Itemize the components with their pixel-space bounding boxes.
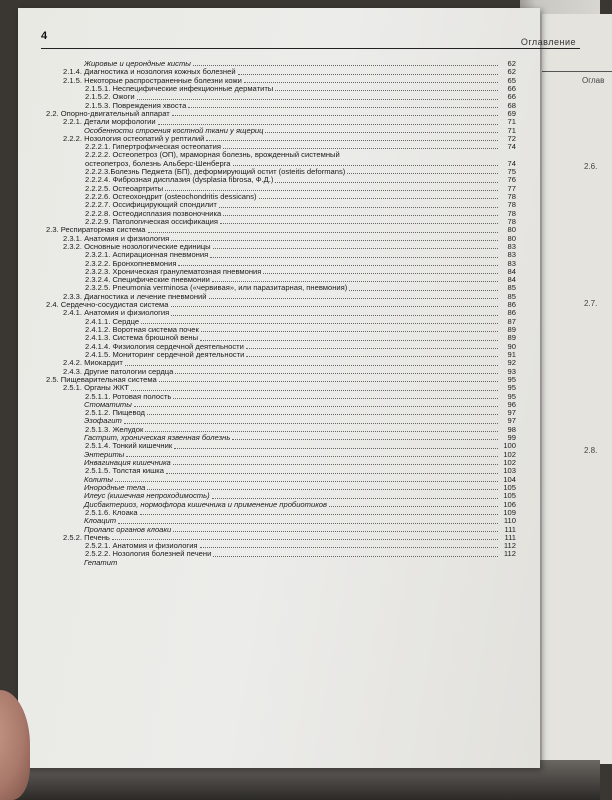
dot-leader	[147, 484, 498, 490]
dot-leader	[347, 168, 498, 174]
toc-entry-title: 2.5.2. Печень	[63, 532, 110, 542]
toc-entry-page: 97	[507, 408, 516, 418]
dot-leader	[134, 401, 498, 407]
toc-entry-page: 71	[507, 125, 516, 135]
dot-leader	[275, 176, 498, 182]
dot-leader	[265, 127, 498, 133]
toc-entry-title: Колиты	[84, 474, 113, 484]
toc-entry-title: 2.4.2. Миокардит	[63, 358, 123, 368]
toc-entry-page: 77	[507, 183, 516, 193]
dot-leader	[158, 118, 498, 124]
toc-entry-page: 86	[507, 300, 516, 310]
toc-entry-title: 2.4.1.3. Система брюшной вены	[85, 333, 199, 343]
dot-leader	[125, 359, 498, 365]
toc-entry-page: 102	[503, 458, 516, 467]
toc-entry-title: 2.2.1. Детали морфологии	[63, 117, 156, 127]
header-rule	[41, 48, 580, 49]
toc-entry-page: 66	[507, 92, 516, 102]
toc-entry-page: 105	[503, 491, 516, 501]
toc-entry-title: Стоматиты	[84, 399, 132, 409]
dot-leader	[141, 318, 498, 324]
toc-entry-page: 89	[507, 333, 516, 343]
toc-entry-page: 95	[507, 391, 516, 401]
toc-entry-title: 2.5.2.1. Анатомия и физиология	[85, 541, 198, 551]
dot-leader	[171, 235, 498, 241]
dot-leader	[115, 476, 498, 482]
toc-entry-title: 2.4.1.1. Сердце	[85, 316, 140, 326]
toc-entry-page: 85	[507, 283, 516, 293]
toc-entry-page: 102	[503, 449, 516, 459]
toc-entry-page: 93	[507, 366, 516, 376]
toc-entry-title: 2.5.1.4. Тонкий кишечник	[85, 441, 173, 451]
dot-leader	[118, 517, 498, 523]
adjacent-page-number: 2.6.	[584, 162, 598, 171]
toc-entry-page: 109	[503, 507, 516, 517]
toc-entry-title: 2.3.2.2. Бронхопневмония	[85, 258, 177, 268]
toc-entry-page: 83	[507, 258, 516, 268]
toc-entry-page: 111	[504, 532, 516, 542]
toc-entry-page: 78	[507, 216, 516, 226]
toc-entry-page: 91	[507, 349, 516, 359]
dot-leader	[173, 459, 498, 465]
toc-entry-page: 62	[507, 59, 516, 68]
dot-leader	[220, 218, 498, 224]
toc-entry	[46, 467, 516, 475]
dot-leader	[233, 160, 498, 166]
dot-leader	[131, 384, 498, 390]
dot-leader	[246, 351, 498, 357]
toc-entry-title: Илеус (кишечная непроходимость)	[84, 491, 210, 501]
toc-entry-page: 90	[507, 341, 516, 351]
toc-entry-page: 78	[507, 208, 516, 218]
toc-entry-title: 2.2.2.3.Болезнь Педжета (БП), деформирующий остит (osteitis deformans)	[85, 167, 346, 177]
dot-leader	[223, 143, 498, 149]
toc-entry-page: 75	[507, 167, 516, 177]
dot-leader	[209, 293, 498, 299]
toc-entry	[46, 509, 516, 517]
toc-entry-title: Эзофагит	[84, 416, 122, 426]
toc-entry-title: 2.3.2.4. Специфические пневмонии	[85, 275, 210, 285]
toc-entry-page: 111	[504, 524, 516, 534]
running-header-title: Оглавление	[520, 37, 576, 47]
toc-entry-page: 106	[503, 499, 516, 509]
dot-leader	[210, 251, 498, 257]
dot-leader	[219, 201, 498, 207]
dot-leader	[188, 102, 498, 108]
dot-leader	[232, 434, 498, 440]
toc-entry-title: 2.3.2.5. Pneumonia verminosa («червивая», или паразитарная, пневмония)	[85, 283, 348, 293]
dot-leader	[213, 550, 498, 556]
toc-entry-page: 74	[507, 158, 516, 168]
toc-entry-title: 2.2.2.1. Гипертрофическая остеопатия	[85, 142, 221, 152]
dot-leader	[148, 226, 498, 232]
toc-entry-title: Инвагинация кишечника	[84, 458, 171, 467]
toc-entry-page: 112	[503, 541, 516, 551]
toc-entry-page: 103	[503, 466, 516, 476]
toc-entry-page: 66	[507, 83, 516, 93]
toc-entry-page: 100	[503, 441, 516, 451]
toc-entry-page: 71	[507, 117, 516, 127]
dot-leader	[213, 243, 498, 249]
toc-entry-title: 2.3.2.3. Хроническая гранулематозная пневмония	[85, 266, 262, 276]
toc-entry-title: 2.4.1.2. Воротная система почек	[85, 325, 199, 334]
table-of-contents	[46, 60, 516, 567]
toc-entry-title: Особенности строения костной ткани у ящериц	[84, 125, 264, 135]
toc-entry-title: Энтериты	[84, 449, 125, 459]
toc-entry-title: 2.4. Сердечно-сосудистая система	[46, 300, 169, 310]
dot-leader	[178, 260, 498, 266]
toc-entry-page: 80	[507, 233, 516, 243]
dot-leader	[329, 501, 498, 507]
dot-leader	[206, 135, 498, 141]
toc-entry-title: 2.5.2.2. Нозология болезней печени	[85, 549, 212, 559]
toc-entry-page: 74	[507, 142, 516, 152]
toc-entry	[46, 559, 516, 567]
toc-entry-title: 2.2.2. Нозология остеопатий у рептилий	[63, 133, 205, 143]
dot-leader	[173, 393, 498, 399]
toc-entry-page: 84	[507, 266, 516, 276]
toc-entry-page: 99	[507, 433, 516, 443]
dot-leader	[174, 442, 498, 448]
adjacent-page-number: 2.8.	[584, 446, 598, 455]
toc-entry-title: 2.5.1.2. Пищевод	[85, 408, 145, 418]
toc-entry-page: 105	[503, 482, 516, 492]
dot-leader	[145, 426, 498, 432]
toc-entry-title: 2.5.1.5. Толстая кишка	[85, 466, 164, 476]
toc-entry-title: 2.1.5.1. Неспецифические инфекционные дерматиты	[85, 83, 274, 93]
adjacent-page-number: 2.7.	[584, 299, 598, 308]
dot-leader	[140, 509, 498, 515]
dot-leader	[147, 409, 498, 415]
toc-entry-page: 62	[507, 67, 516, 77]
toc-entry-page: 98	[507, 424, 516, 434]
toc-entry-title: 2.1.4. Диагностика и нозология кожных болезней	[63, 67, 236, 77]
dot-leader	[212, 492, 498, 498]
toc-entry-page: 68	[507, 100, 516, 110]
dot-leader	[200, 334, 498, 340]
toc-entry-title: Жировые и церондные кисты	[84, 59, 191, 68]
dot-leader	[244, 77, 498, 83]
toc-entry-title: 2.4.3. Другие патологии сердца	[63, 366, 174, 376]
toc-entry-page: 69	[507, 108, 516, 118]
toc-entry-title: 2.4.1.4. Физиология сердечной деятельности	[85, 341, 244, 351]
toc-entry-page: 86	[507, 308, 516, 318]
toc-entry-page: 84	[507, 275, 516, 285]
toc-entry-title: 2.2.2.8. Остеодисплазия позвоночника	[85, 208, 222, 218]
toc-entry-title: 2.1.5.2. Ожоги	[85, 92, 135, 102]
toc-entry-page: 72	[507, 133, 516, 143]
toc-entry-title: 2.5.1.1. Ротовая полость	[85, 391, 172, 401]
dot-leader	[165, 185, 498, 191]
toc-entry-page: 85	[507, 291, 516, 301]
dot-leader	[193, 60, 498, 66]
adjacent-page-rule	[542, 71, 612, 72]
toc-entry-title: 2.2.2.2. Остеопетроз (ОП), мраморная болезнь, врожденный системный	[85, 150, 340, 160]
toc-entry-title: 2.3.3. Диагностика и лечение пневмоний	[63, 291, 207, 301]
toc-entry-page: 83	[507, 250, 516, 260]
dot-leader	[137, 93, 498, 99]
toc-entry-page: 80	[507, 225, 516, 235]
toc-entry-page: 112	[503, 549, 516, 559]
dot-leader	[246, 343, 498, 349]
dot-leader	[223, 210, 498, 216]
dot-leader	[263, 268, 498, 274]
toc-entry-page: 92	[507, 358, 516, 368]
toc-entry	[46, 526, 516, 534]
dot-leader	[349, 284, 498, 290]
toc-entry-page: 96	[507, 399, 516, 409]
toc-entry-title: Гастрит, хроническая язвенная болезнь	[84, 433, 231, 443]
toc-entry-page: 78	[507, 200, 516, 210]
dot-leader	[238, 68, 498, 74]
dot-leader	[124, 417, 498, 423]
toc-entry-title: 2.3. Респираторная система	[46, 225, 146, 235]
toc-entry-title: 2.2. Опорно-двигательный аппарат	[46, 108, 170, 118]
toc-entry-page: 95	[507, 383, 516, 393]
dot-leader	[171, 301, 499, 307]
toc-entry-title: 2.2.2.7. Оссифицирующий спондилит	[85, 200, 217, 210]
dot-leader	[175, 368, 498, 374]
toc-entry-title: 2.1.5.3. Повреждения хвоста	[85, 100, 187, 110]
toc-entry-page: 104	[503, 474, 516, 484]
toc-entry-title: 2.5.1. Органы ЖКТ	[63, 383, 129, 393]
toc-entry-title: 2.3.2. Основные нозологические единицы	[63, 241, 211, 251]
toc-entry-title: 2.4.1. Анатомия и физиология	[63, 308, 170, 318]
toc-entry-page: 95	[507, 374, 516, 384]
toc-entry-page: 97	[507, 416, 516, 426]
dot-leader	[112, 534, 498, 540]
toc-entry-page: 65	[507, 75, 516, 85]
toc-entry-title: 2.2.2.9. Патологическая оссификация	[85, 216, 219, 226]
page-number: 4	[41, 30, 48, 42]
toc-entry-title: Дисбактериоз, нормофлора кишечника и применение пробиотиков	[84, 499, 327, 509]
toc-entry-title: 2.5.1.6. Клоака	[85, 507, 138, 517]
toc-entry-title: Инородные тела	[84, 482, 146, 492]
toc-entry-title: 2.2.2.5. Остеоартриты	[85, 183, 164, 193]
dot-leader	[275, 85, 498, 91]
toc-entry-page: 78	[507, 192, 516, 201]
toc-entry-title: 2.5. Пищеварительная система	[46, 374, 157, 384]
toc-entry-title: 2.1.5. Некоторые распространенные болезни кожи	[63, 75, 242, 85]
toc-entry-title: Пролапс органов клоаки	[84, 524, 172, 534]
dot-leader	[126, 451, 498, 457]
toc-entry-title: Клоацит	[84, 516, 117, 526]
toc-entry-page: 110	[503, 516, 516, 526]
toc-entry-page: 76	[507, 175, 516, 185]
dot-leader	[172, 110, 498, 116]
toc-entry-title: 2.5.1.3. Желудок	[85, 424, 144, 434]
dot-leader	[171, 309, 498, 315]
dot-leader	[212, 276, 498, 282]
toc-entry-title: 2.3.2.1. Аспирационная пневмония	[85, 250, 209, 260]
toc-entry-title: 2.3.1. Анатомия и физиология	[63, 233, 170, 243]
dot-leader	[173, 526, 498, 532]
toc-entry-title: Гепатит	[84, 557, 118, 567]
toc-entry-title: 2.2.2.6. Остеохондрит (osteochondritis dessicans)	[85, 192, 257, 201]
dot-leader	[201, 326, 498, 332]
dot-leader	[259, 193, 498, 199]
dot-leader	[200, 542, 498, 548]
dot-leader	[159, 376, 498, 382]
toc-entry-title: остеопетроз, болезнь Альберс-Шенберга	[85, 158, 231, 168]
toc-entry-title: 2.4.1.5. Мониторинг сердечной деятельности	[85, 349, 245, 359]
dot-leader	[166, 467, 498, 473]
adjacent-page	[542, 14, 612, 764]
adjacent-page-title: Оглав	[582, 76, 605, 85]
toc-entry-page: 87	[507, 316, 516, 326]
toc-entry-page: 89	[507, 325, 516, 334]
toc-entry-page: 83	[507, 241, 516, 251]
toc-entry-title: 2.2.2.4. Фиброзная дисплазия (dysplasia fibrosa, Ф.Д.)	[85, 175, 274, 185]
